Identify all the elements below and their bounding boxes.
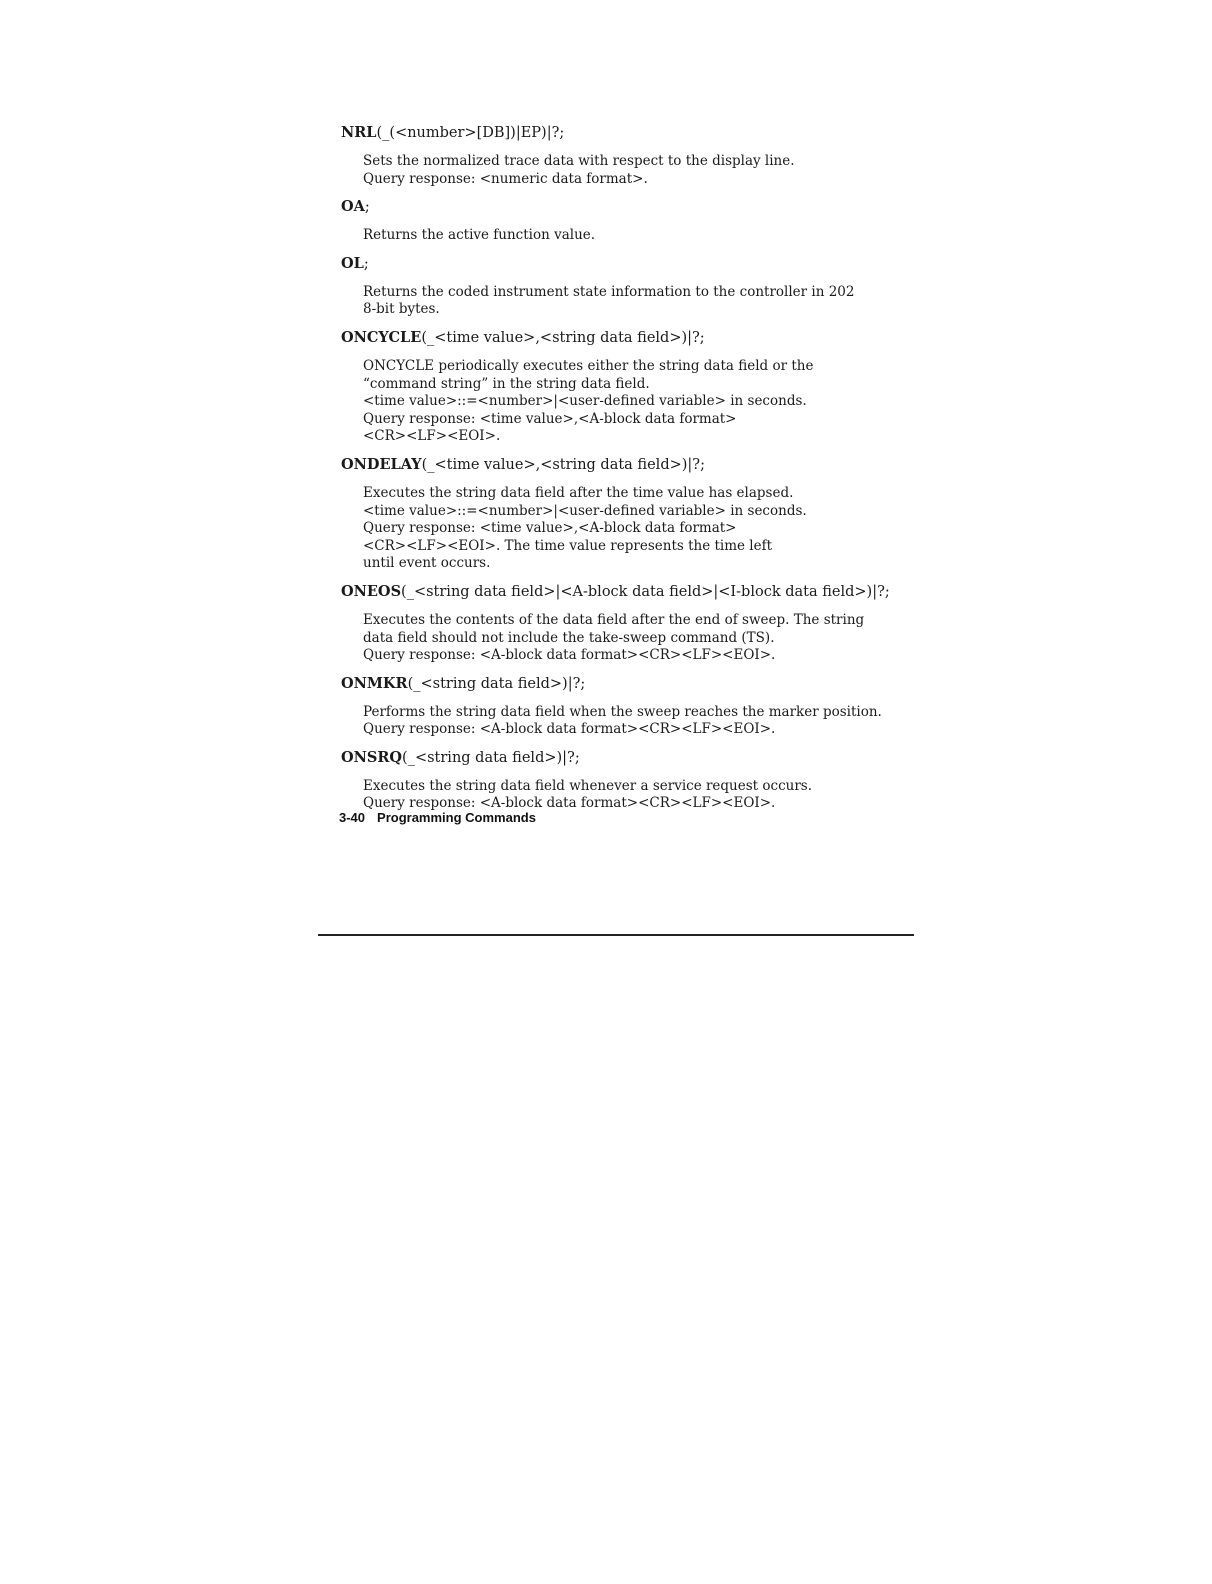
command-entry-oneos: [341, 582, 890, 665]
description-line: Returns the active function value.: [363, 227, 596, 244]
command-syntax: (_<time value>,<string data field>)|?;: [421, 456, 705, 473]
command-name: OL: [341, 254, 364, 272]
description-line: Query response: <time value>,<A-block data format>: [363, 410, 737, 427]
command-description: [363, 227, 881, 245]
command-name: ONCYCLE: [341, 328, 422, 346]
command-reference: [341, 124, 890, 823]
description-line: Performs the string data field when the sweep reaches the marker position.: [363, 703, 882, 720]
command-description: [363, 612, 881, 665]
page-number: 3-40: [339, 810, 366, 825]
command-description: [363, 284, 881, 319]
command-syntax: (_<string data field>)|?;: [402, 749, 580, 766]
command-syntax: (_(<number>[DB])|EP)|?;: [376, 125, 565, 141]
command-description: [363, 153, 881, 188]
command-description: [363, 358, 881, 446]
page-footer: [339, 810, 536, 825]
description-line: 8-bit bytes.: [363, 301, 440, 318]
command-name: ONMKR: [341, 674, 408, 692]
description-line: Query response: <time value>,<A-block data format>: [363, 520, 737, 537]
command-entry-ol: [341, 255, 881, 319]
command-syntax: (_<string data field>)|?;: [407, 675, 586, 692]
description-line: Executes the string data field after the time value has elapsed.: [363, 484, 794, 501]
command-heading: [341, 198, 881, 216]
description-line: Sets the normalized trace data with respect to the display line.: [363, 153, 795, 169]
command-heading: [341, 124, 881, 142]
command-entry-onsrq: [341, 749, 881, 813]
command-heading: [341, 329, 881, 347]
description-line: Returns the coded instrument state information to the controller in 202: [363, 283, 855, 300]
command-name: ONEOS: [341, 582, 402, 600]
command-description: [363, 704, 881, 739]
command-heading: [341, 749, 881, 767]
command-entry-onmkr: [341, 675, 881, 739]
command-description: [363, 778, 881, 813]
description-line: <time value>::=<number>|<user-defined variable> in seconds.: [363, 393, 807, 410]
description-line: “command string” in the string data field.: [363, 375, 650, 392]
command-name: ONDELAY: [341, 455, 422, 473]
command-syntax: ;: [364, 199, 370, 216]
command-heading: [341, 582, 890, 601]
description-line: <CR><LF><EOI>.: [363, 428, 501, 445]
command-syntax: ;: [363, 255, 369, 272]
command-heading: [341, 255, 881, 273]
command-name: NRL: [341, 124, 377, 141]
description-line: <time value>::=<number>|<user-defined variable> in seconds.: [363, 502, 807, 519]
description-line: data field should not include the take-sweep command (TS).: [363, 629, 775, 646]
command-entry-oa: [341, 198, 881, 245]
description-line: Query response: <numeric data format>.: [363, 170, 648, 187]
command-name: ONSRQ: [341, 748, 403, 766]
description-line: until event occurs.: [363, 555, 491, 572]
command-syntax: (_<time value>,<string data field>)|?;: [421, 329, 705, 346]
description-line: Executes the string data field whenever a service request occurs.: [363, 777, 813, 794]
page-edge-rule: [318, 934, 914, 936]
section-title: Programming Commands: [377, 810, 536, 825]
command-heading: [341, 675, 881, 693]
description-line: Executes the contents of the data field after the end of sweep. The string: [363, 611, 865, 628]
command-description: [363, 485, 881, 573]
command-syntax: (_<string data field>|<A-block data field>|<I-block data field>)|?;: [401, 583, 890, 600]
description-line: ONCYCLE periodically executes either the string data field or the: [363, 357, 814, 374]
description-line: Query response: <A-block data format><CR><LF><EOI>.: [363, 795, 776, 812]
command-name: OA: [341, 198, 365, 216]
description-line: <CR><LF><EOI>. The time value represents the time left: [363, 537, 773, 554]
description-line: Query response: <A-block data format><CR><LF><EOI>.: [363, 721, 776, 738]
description-line: Query response: <A-block data format><CR><LF><EOI>.: [363, 647, 776, 664]
command-entry-ondelay: [341, 456, 881, 573]
command-entry-nrl: [341, 124, 881, 188]
command-entry-oncycle: [341, 329, 881, 446]
command-heading: [341, 456, 881, 474]
